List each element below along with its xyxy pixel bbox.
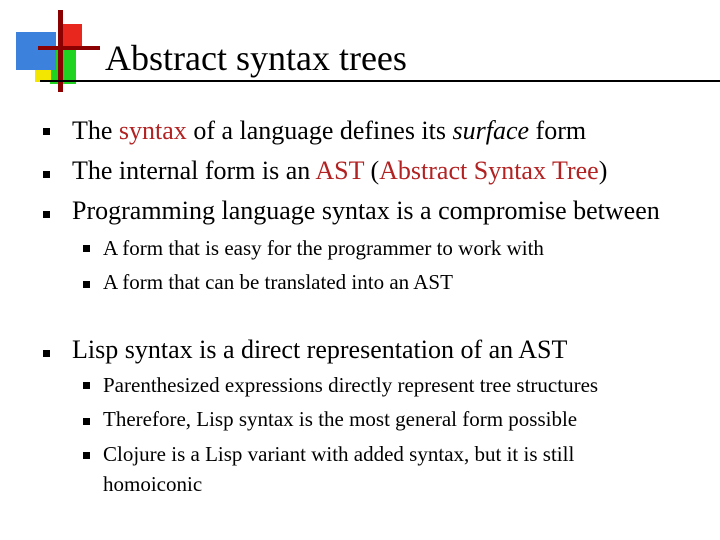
sub-bullet-text: A form that can be translated into an AST bbox=[103, 270, 453, 294]
sub-bullet-text: Therefore, Lisp syntax is the most general form possible bbox=[103, 407, 578, 431]
sub-bullet-text-continued: homoiconic bbox=[103, 472, 203, 496]
sub-bullet-marker bbox=[83, 245, 90, 252]
highlight-syntax: syntax bbox=[118, 116, 187, 145]
sub-bullet-marker bbox=[83, 382, 90, 389]
bullet-marker bbox=[43, 211, 50, 218]
bullet-marker bbox=[43, 350, 50, 357]
emphasis-surface: surface bbox=[452, 116, 530, 145]
title-underline bbox=[40, 80, 720, 82]
bullet-text bbox=[72, 116, 586, 146]
slide-title: Abstract syntax trees bbox=[105, 38, 407, 78]
bullet-marker bbox=[43, 171, 50, 178]
slide-logo-icon bbox=[0, 0, 100, 100]
highlight-ast: AST bbox=[315, 156, 364, 185]
sub-bullet-marker bbox=[83, 281, 90, 288]
text-run: The internal form is an bbox=[72, 156, 316, 185]
text-run: ( bbox=[363, 156, 380, 185]
sub-bullet-marker bbox=[83, 418, 90, 425]
bullet-marker bbox=[43, 128, 50, 135]
sub-bullet-text: Clojure is a Lisp variant with added syntax, but it is still bbox=[103, 442, 575, 466]
bullet-text: Programming language syntax is a compromise between bbox=[72, 196, 660, 225]
text-run: ) bbox=[598, 156, 608, 185]
text-run: The bbox=[72, 116, 119, 145]
bullet-text bbox=[72, 156, 607, 186]
highlight-abstract-syntax-tree: Abstract Syntax Tree bbox=[379, 156, 599, 185]
text-run: of a language defines its bbox=[186, 116, 453, 145]
sub-bullet-marker bbox=[83, 452, 90, 459]
sub-bullet-text: A form that is easy for the programmer to work with bbox=[103, 236, 544, 260]
bullet-text: Lisp syntax is a direct representation of an AST bbox=[72, 335, 568, 364]
text-run: form bbox=[529, 116, 587, 145]
sub-bullet-text: Parenthesized expressions directly represent tree structures bbox=[103, 373, 599, 397]
